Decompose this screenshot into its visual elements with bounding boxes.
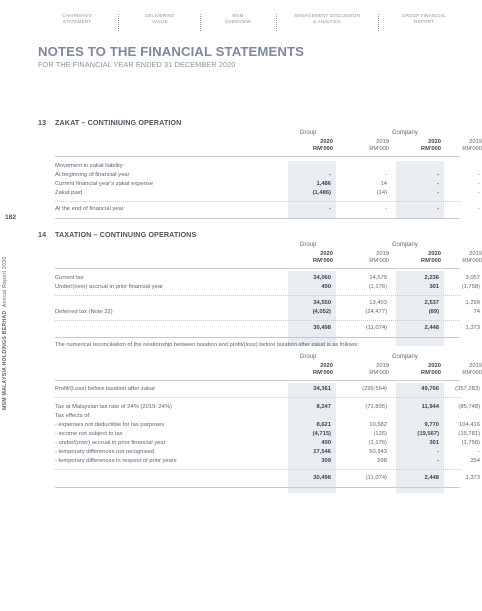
table-row: - temporary differences in respect of prior years 309 598 - 254	[55, 458, 480, 464]
nav-group-financial-report[interactable]: GROUP FINANCIAL REPORT	[401, 13, 447, 25]
col-header: 2019 RM'000	[369, 251, 389, 265]
table-row: 34,550 13,403 2,537 1,299	[313, 300, 480, 306]
rule	[55, 295, 460, 296]
col-header: 2019 RM'000	[462, 363, 482, 377]
nav-chairmans-statement[interactable]: CHAIRMAN'S STATEMENT	[62, 13, 92, 25]
nav-divider	[378, 14, 379, 31]
table-row: At beginning of financial year - - - -	[55, 172, 480, 178]
page-title: NOTES TO THE FINANCIAL STATEMENTS	[38, 44, 305, 59]
col-header: 2020 RM'000	[312, 139, 333, 153]
rule	[55, 218, 460, 219]
col-header: 2019 RM'000	[369, 139, 389, 153]
table-row: - expenses not deductible for tax purposes 8,621 10,582 9,770 104,416	[55, 422, 480, 428]
group-header: Group	[299, 354, 317, 360]
nav-divider	[200, 14, 201, 31]
table-row: Movement in zakat liability:	[55, 163, 125, 169]
col-header: 2020 RM'000	[312, 363, 333, 377]
table-row: Deferred tax (Note 32) (4,052) (24,477) (89) 74	[55, 309, 480, 315]
col-header: 2020 RM'000	[420, 251, 441, 265]
rule	[55, 201, 460, 202]
reconciliation-text: The numerical reconciliation of the relationship between taxation and profit/(loss) before taxation after zakat is as follows:	[55, 342, 359, 348]
page-subtitle: FOR THE FINANCIAL YEAR ENDED 31 DECEMBER 2020	[38, 60, 236, 69]
col-header: 2020 RM'000	[420, 139, 441, 153]
table-row: 30,498 (11,074) 2,448 1,373	[313, 475, 480, 481]
nav-msm-overview[interactable]: MSM OVERVIEW	[225, 13, 251, 25]
section-14-heading: 14 TAXATION – CONTINUING OPERATIONS	[38, 230, 197, 239]
top-navigation	[42, 13, 468, 37]
rule	[55, 320, 460, 321]
group-header: Group	[299, 130, 317, 136]
table-row: Tax at Malaysian tax rate of 24% (2019: 24%) 8,247 (71,895) 11,944 (85,748)	[55, 404, 480, 410]
table-row: At the end of financial year - - - -	[55, 206, 480, 212]
col-header: 2019 RM'000	[462, 139, 482, 153]
page-number: 182	[5, 214, 17, 221]
company-header: Company	[392, 130, 418, 136]
nav-delivering-value[interactable]: DELIVERING VALUE	[145, 13, 175, 25]
section-13-heading: 13 ZAKAT – CONTINIUING OPERATION	[38, 118, 182, 127]
table-row: Tax effects of:	[55, 413, 91, 419]
rule	[55, 337, 460, 338]
table-row: Current financial year's zakat expense 1,486 14 - -	[55, 181, 480, 187]
col-header: 2020 RM'000	[312, 251, 333, 265]
col-header: 2019 RM'000	[369, 363, 389, 377]
col-header: 2019 RM'000	[462, 251, 482, 265]
table-row: 30,498 (11,074) 2,448 1,373	[313, 325, 480, 331]
rule	[55, 268, 460, 269]
rule	[55, 469, 460, 470]
nav-divider	[276, 14, 277, 31]
rule	[55, 380, 460, 381]
table-row: - income not subject to tax (4,715) (126) (19,567) (15,781)	[55, 431, 480, 437]
table-row: Current tax 34,060 14,579 2,236 3,057	[55, 275, 480, 281]
side-report-label: MSM MALAYSIA HOLDINGS BERHAD Annual Report 2020	[2, 256, 8, 410]
group-header: Group	[299, 242, 317, 248]
table-row: - temporary differences not recognised 17,546 50,943 - -	[55, 449, 480, 455]
table-row: Under/(over) accrual in prior financial year 490 (1,176) 301 (1,758)	[55, 284, 480, 290]
col-header: 2020 RM'000	[420, 363, 441, 377]
nav-divider	[118, 14, 119, 31]
rule	[55, 156, 460, 157]
table-row: Profit/(Loss) before taxation after zakat 34,361 (299,564) 49,766 (357,283)	[55, 386, 480, 392]
company-header: Company	[392, 354, 418, 360]
rule	[55, 397, 460, 398]
table-row: - under/(over) accrual in prior financial year 490 (1,176) 301 (1,758)	[55, 440, 480, 446]
company-header: Company	[392, 242, 418, 248]
table-row: Zakat paid (1,486) (14) - -	[55, 190, 480, 196]
rule	[55, 487, 460, 488]
nav-management-discussion[interactable]: MANAGEMENT DISCUSSION & ANALYSIS	[294, 13, 360, 25]
